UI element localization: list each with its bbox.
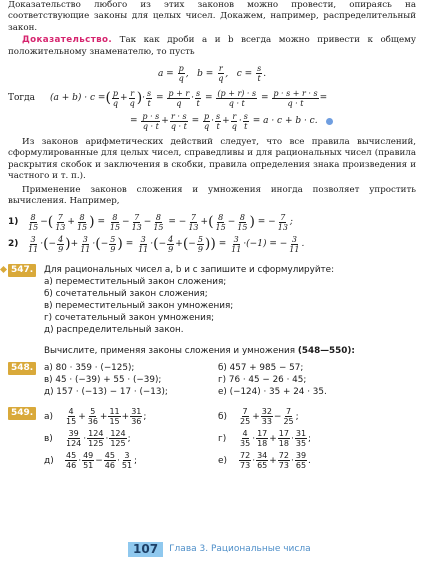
problem-547-item: д) распределительный закон. bbox=[44, 325, 184, 336]
problem-548-item: д) 157 · (−13) − 17 · (−13); bbox=[44, 387, 168, 398]
problem-547-item: б) сочетательный закон сложения; bbox=[44, 289, 208, 300]
problem-549-item: е) $\frac{72}{73}$ · $\frac{34}{65}$ + $\frac{72}{73}$ · $\frac{39}{65}$ . bbox=[218, 451, 311, 471]
proof-formula: Тогда (a + b) · c = ( $\frac{p}{q}$ + $\frac{r}{q}$ ) · $\frac{s}{t}$ = $\frac{p + r}{q}$ · $\frac{s}{t}$ = $\frac{(p + r) \cdot s}{q \cdot t}$ = $\frac{p \cdot s + r \cdot s}{q \cdot t}$ = = $\frac{p \cdot s}{q \cdot t}$ + $\frac{r \cdot s}{q \cdot t}$ = $\frac{p}{q}$ · $\frac{s}{t}$ + $\frac{r}{q}$ · $\frac{s}{t}$ = a · c + b · c. bbox=[8, 89, 416, 131]
proof-paragraph bbox=[8, 35, 416, 58]
page-number: 107 bbox=[128, 542, 163, 557]
problem-547-item: г) сочетательный закон умножения; bbox=[44, 313, 215, 324]
problem-547-text: Для рациональных чисел a, b и c запишите и сформулируйте: bbox=[44, 265, 335, 276]
page-footer bbox=[128, 542, 311, 557]
problem-549-item: а) $\frac{4}{15}$ + $\frac{5}{36}$ + $\frac{11}{15}$ + $\frac{31}{36}$ ; bbox=[44, 407, 147, 427]
problem-548-item: б) 457 + 985 − 57; bbox=[218, 363, 304, 374]
problem-549-item: б) $\frac{7}{25}$ + $\frac{32}{33}$ − $\frac{7}{25}$ ; bbox=[218, 407, 299, 427]
proof-text: Так как дроби a и b всегда можно привести к общему положительному знаменателю, то пусть bbox=[8, 35, 416, 57]
problem-548-item: е) (−124) · 35 + 24 · 35. bbox=[218, 387, 327, 398]
definitions-formula: a = $\frac{p}{q}$ , b = $\frac{r}{q}$ , c = $\frac{s}{t}$ . bbox=[157, 64, 267, 84]
example-1: 1) $\frac{8}{15}$ − ( $\frac{7}{13}$ + $\frac{8}{15}$ ) = $\frac{8}{15}$ − $\frac{7}{13}$ − $\frac{8}{15}$ = − $\frac{7}{13}$ + ( $\frac{8}{15}$ − $\frac{8}{15}$ ) = − $\frac{7}{13}$ ; bbox=[8, 213, 293, 233]
chapter-title: Глава 3. Рациональные числа bbox=[169, 544, 311, 554]
problem-548-item: г) 76 · 45 − 26 · 45; bbox=[218, 375, 307, 386]
problem-549 bbox=[8, 407, 416, 470]
problem-549-item: в) $\frac{39}{124}$ · $\frac{124}{125}$ · $\frac{124}{125}$ ; bbox=[44, 429, 131, 449]
proof-term: Доказательство. bbox=[22, 35, 113, 46]
then-word: Тогда bbox=[8, 92, 36, 103]
example-2: 2) $\frac{3}{11}$ · ( − $\frac{4}{9}$ ) + $\frac{3}{11}$ · ( − $\frac{5}{9}$ ) = $\frac{3}{11}$ · ( − $\frac{4}{9}$ + ( − $\frac{5}{9}$ )) = $\frac{3}{11}$ ·(−1) = − $\frac{3}{11}$ . bbox=[8, 235, 305, 255]
end-of-proof-icon bbox=[326, 118, 333, 125]
problem-549-item: д) $\frac{45}{46}$ · $\frac{49}{51}$ − $\frac{45}{46}$ · $\frac{3}{51}$ ; bbox=[44, 451, 138, 471]
problem-547-item: а) переместительный закон сложения; bbox=[44, 277, 227, 288]
problem-548-number: 548. bbox=[8, 362, 36, 375]
textbook-page bbox=[8, 0, 416, 470]
proof-tail: = a · c + b · c. bbox=[252, 115, 318, 126]
problem-547-item: в) переместительный закон умножения; bbox=[44, 301, 234, 312]
problem-548-item: а) 80 · 359 · (−125); bbox=[44, 363, 135, 374]
application-paragraph: Применение законов сложения и умножения иногда позволяет упростить вычисления. Например, bbox=[8, 184, 416, 207]
problem-549-item: г) $\frac{4}{35}$ · $\frac{17}{18}$ + $\frac{17}{18}$ · $\frac{31}{35}$ ; bbox=[218, 429, 312, 449]
problem-547 bbox=[8, 264, 416, 336]
problem-549-number: 549. bbox=[8, 407, 36, 420]
task-instruction: Вычислите, применяя законы сложения и умножения (548—550): bbox=[44, 346, 355, 357]
problem-548-item: в) 45 · (−39) + 55 · (−39); bbox=[44, 375, 162, 386]
problem-548 bbox=[8, 362, 416, 398]
intro-paragraph: Доказательство любого из этих законов можно провести, опираясь на соответствующие законы для целых чисел. Докажем, например, распределительный закон. bbox=[8, 0, 416, 33]
rules-paragraph: Из законов арифметических действий следует, что все правила вычислений, сформулированные для целых чисел, справедливы и для рациональных чисел (правила раскрытия скобок и заключения в скобки, правила определения знака произведения и частного и т. п.). bbox=[8, 137, 416, 182]
problem-547-number: 547. bbox=[8, 264, 36, 277]
